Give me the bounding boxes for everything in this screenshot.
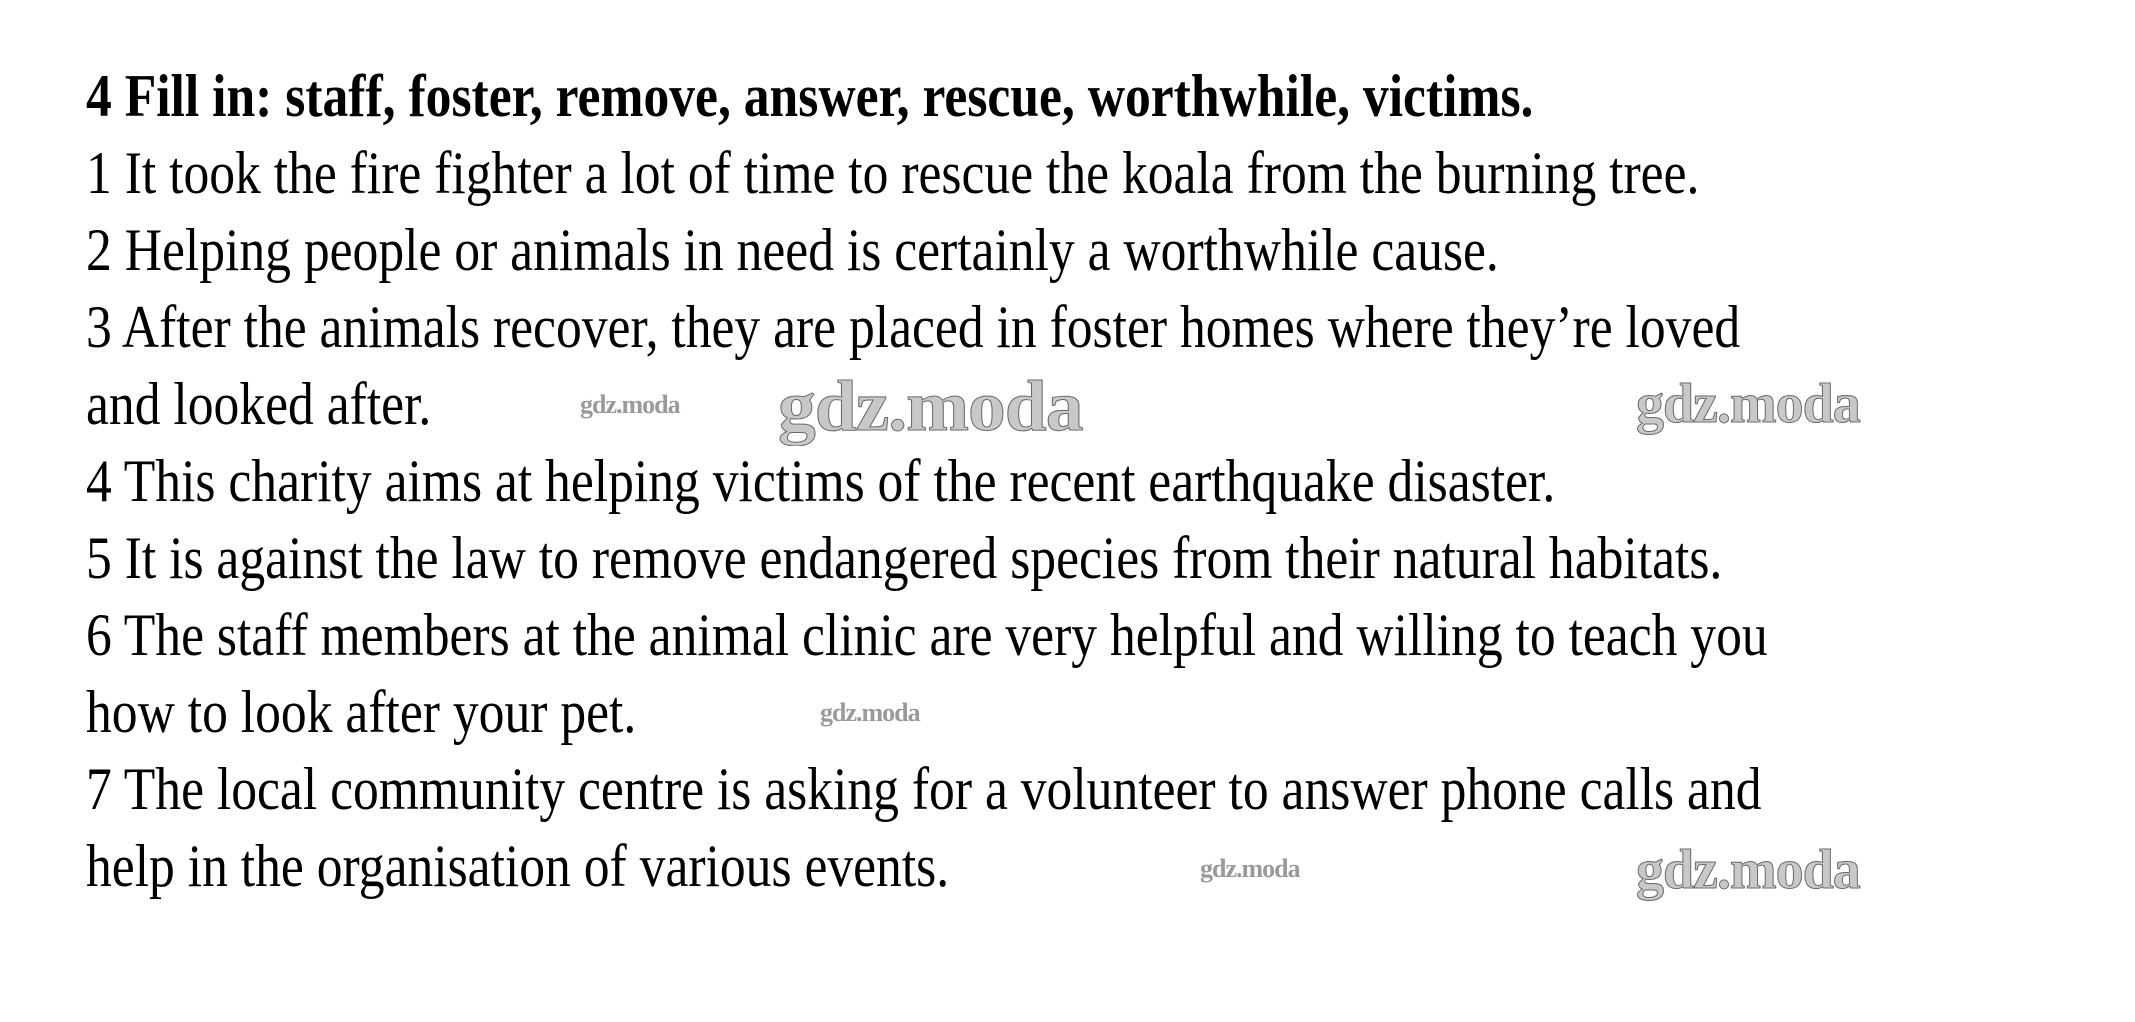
exercise-heading: 4 Fill in: staff, foster, remove, answer, rescue, worthwhile, victims. [86, 63, 1534, 129]
sentence-line: 1 It took the fire fighter a lot of time to rescue the koala from the burning tree. [86, 140, 1700, 206]
sentence-line: help in the organisation of various events. [86, 833, 950, 899]
exercise-document [86, 58, 2064, 905]
watermark: gdz.moda [820, 698, 920, 727]
sentence-line: 5 It is against the law to remove endangered species from their natural habitats. [86, 525, 1723, 591]
watermark: gdz.moda [1636, 373, 1860, 435]
watermark: gdz.moda [1636, 839, 1860, 901]
sentence-line: and looked after. [86, 371, 432, 437]
sentence-line: 2 Helping people or animals in need is certainly a worthwhile cause. [86, 217, 1499, 283]
watermark: gdz.moda [1200, 854, 1300, 883]
sentence-line: 7 The local community centre is asking for a volunteer to answer phone calls and [86, 756, 1762, 822]
sentence-line: how to look after your pet. [86, 679, 637, 745]
watermark: gdz.moda [778, 366, 1083, 446]
watermark: gdz.moda [580, 390, 680, 419]
sentence-line: 6 The staff members at the animal clinic are very helpful and willing to teach you [86, 602, 1768, 668]
sentence-line: 3 After the animals recover, they are placed in foster homes where they’re loved [86, 294, 1741, 360]
sentence-line: 4 This charity aims at helping victims of the recent earthquake disaster. [86, 448, 1556, 514]
